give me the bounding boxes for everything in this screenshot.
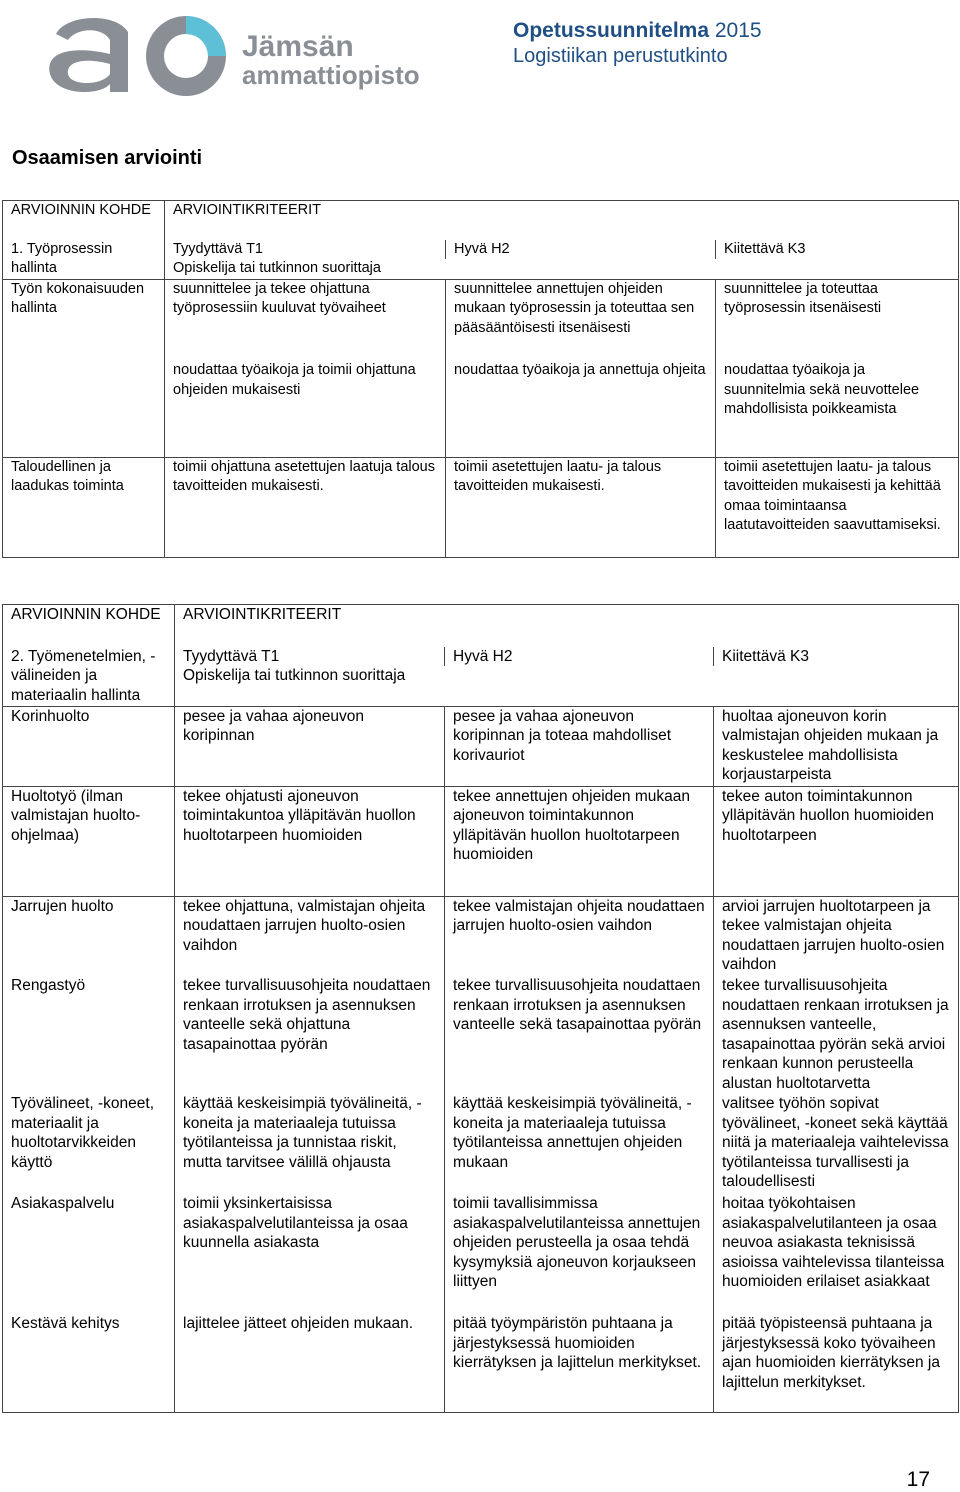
row-k3: huoltaa ajoneuvon korin valmistajan ohjeiden mukaan ja keskustelee mahdollisista korjaustarpeista [714, 706, 959, 786]
row-t1: noudattaa työaikoja ja toimii ohjattuna ohjeiden mukaisesti [165, 361, 446, 457]
row-k3: arvioi jarrujen huoltotarpeen ja tekee valmistajan ohjeita noudattaen jarrujen huolto-osien vaihdon [714, 896, 959, 976]
row-t1: tekee ohjattuna, valmistajan ohjeita noudattaen jarrujen huolto-osien vaihdon [175, 896, 445, 976]
row-h2: tekee annettujen ohjeiden mukaan ajoneuvon toimintakunnon ylläpitävän huollon huoltotarpeen huomioiden [445, 786, 714, 896]
row-target: Taloudellinen ja laadukas toiminta [3, 457, 165, 557]
logo-text-line1: Jämsän [242, 30, 354, 63]
grade-h2: Hyvä H2 [454, 240, 510, 257]
row-h2: pesee ja vahaa ajoneuvon koripinnan ja toteaa mahdolliset korivauriot [445, 706, 714, 786]
kriteerit-head: ARVIOINTIKRITEERIT [165, 201, 959, 240]
row-h2: tekee turvallisuusohjeita noudattaen renkaan irrotuksen ja asennuksen vanteelle sekä tasapainottaa pyörän [445, 976, 714, 1094]
row-t1: suunnittelee ja tekee ohjattuna työprosessiin kuuluvat työvaiheet [165, 279, 446, 361]
row-t1: toimii ohjattuna asetettujen laatuja talous tavoitteiden mukaisesti. [165, 457, 446, 557]
row-k3: suunnittelee ja toteuttaa työprosessin itsenäisesti [716, 279, 959, 361]
row-target: Kestävä kehitys [3, 1314, 175, 1412]
row-t1: käyttää keskeisimpiä työvälineitä, -koneita ja materiaaleja tutuissa työtilanteissa ja tunnistaa riskit, mutta tarvitsee välillä ohjausta [175, 1094, 445, 1194]
row-target: Korinhuolto [3, 706, 175, 786]
row-k3: hoitaa työkohtaisen asiakaspalvelutilanteen ja osaa neuvoa asiakasta teknisissä asioissa vaihtelevissa tilanteissa huomioiden erilaiset asiakkaat [714, 1194, 959, 1314]
document-header [513, 18, 793, 68]
row-t1: tekee ohjatusti ajoneuvon toimintakuntoa ylläpitävän huollon huoltotarpeen huomioiden [175, 786, 445, 896]
assessment-table-1 [2, 200, 959, 558]
row-h2: toimii asetettujen laatu- ja talous tavoitteiden mukaisesti. [446, 457, 716, 557]
row-target: Jarrujen huolto [3, 896, 175, 976]
row-k3: tekee turvallisuusohjeita noudattaen renkaan irrotuksen ja asennuksen vanteelle, tasapainottaa pyörän sekä arvioi renkaan kunnon perusteella alustan huoltotarvetta [714, 976, 959, 1094]
row-t1: tekee turvallisuusohjeita noudattaen renkaan irrotuksen ja asennuksen vanteelle sekä ohjattuna tasapainottaa pyörän [175, 976, 445, 1094]
kohde-title: 1. Työprosessin hallinta [3, 240, 165, 280]
kohde-title: 2. Työmenetelmien, -välineiden ja materiaalin hallinta [3, 647, 175, 707]
row-h2: tekee valmistajan ohjeita noudattaen jarrujen huolto-osien vaihdon [445, 896, 714, 976]
row-k3: toimii asetettujen laatu- ja talous tavoitteiden mukaisesti ja kehittää omaa toimintaansa laatutavoitteiden saavuttamiseksi. [716, 457, 959, 557]
row-h2: käyttää keskeisimpiä työvälineitä, -koneita ja materiaaleja tutuissa työtilanteissa annettujen ohjeiden mukaan [445, 1094, 714, 1194]
grade-k3: Kiitettävä K3 [716, 240, 959, 260]
row-k3: noudattaa työaikoja ja suunnitelmia sekä neuvottelee mahdollisista poikkeamista [716, 361, 959, 457]
logo-text-line2: ammattiopisto [242, 60, 420, 90]
row-target: Työn kokonaisuuden hallinta [3, 279, 165, 361]
grade-t1: Tyydyttävä T1 [175, 647, 445, 667]
kohde-head: ARVIOINNIN KOHDE [3, 605, 175, 647]
row-t1: toimii yksinkertaisissa asiakaspalvelutilanteissa ja osaa kuunnella asiakasta [175, 1194, 445, 1314]
grade-t1: Tyydyttävä T1 [165, 240, 446, 260]
header-subtitle: Logistiikan perustutkinto [513, 45, 728, 67]
row-k3: tekee auton toimintakunnon ylläpitävän huollon huomioiden huoltotarpeen [714, 786, 959, 896]
row-k3: pitää työpisteensä puhtaana ja järjestyksessä koko työvaiheen ajan huomioiden kierrätyksen ja lajittelun merkitykset. [714, 1314, 959, 1412]
row-h2: toimii tavallisimmissa asiakaspalvelutilanteissa annettujen ohjeiden perusteella ja osaa tehdä kysymyksiä ajoneuvon korjaukseen liittyen [445, 1194, 714, 1314]
section-title: Osaamisen arviointi [12, 147, 203, 169]
row-target: Rengastyö [3, 976, 175, 1094]
row-t1: lajittelee jätteet ohjeiden mukaan. [175, 1314, 445, 1412]
logo [36, 4, 436, 96]
row-t1: pesee ja vahaa ajoneuvon koripinnan [175, 706, 445, 786]
page-number: 17 [906, 1468, 930, 1491]
grade-h2: Hyvä H2 [453, 647, 513, 665]
kriteerit-head: ARVIOINTIKRITEERIT [175, 605, 959, 647]
grade-k3: Kiitettävä K3 [714, 647, 959, 667]
row-target [3, 361, 165, 457]
opiskelija-label: Opiskelija tai tutkinnon suorittaja [165, 259, 959, 279]
row-target: Huoltotyö (ilman valmistajan huolto-ohjelmaa) [3, 786, 175, 896]
row-h2: suunnittelee annettujen ohjeiden mukaan työprosessin ja toteuttaa sen pääsääntöisesti itsenäisesti [446, 279, 716, 361]
assessment-table-2 [2, 604, 959, 1413]
header-title: Opetussuunnitelma 2015 [513, 19, 762, 42]
opiskelija-label: Opiskelija tai tutkinnon suorittaja [175, 666, 959, 706]
row-h2: pitää työympäristön puhtaana ja järjestyksessä huomioiden kierrätyksen ja lajittelun merkitykset. [445, 1314, 714, 1412]
row-k3: valitsee työhön sopivat työvälineet, -koneet sekä käyttää niitä ja materiaaleja vaihtelevissa työtilanteissa turvallisesti ja taloudellisesti [714, 1094, 959, 1194]
row-target: Asiakaspalvelu [3, 1194, 175, 1314]
kohde-head: ARVIOINNIN KOHDE [3, 201, 165, 240]
logo-mark [49, 16, 226, 96]
row-h2: noudattaa työaikoja ja annettuja ohjeita [446, 361, 716, 457]
row-target: Työvälineet, -koneet, materiaalit ja huoltotarvikkeiden käyttö [3, 1094, 175, 1194]
